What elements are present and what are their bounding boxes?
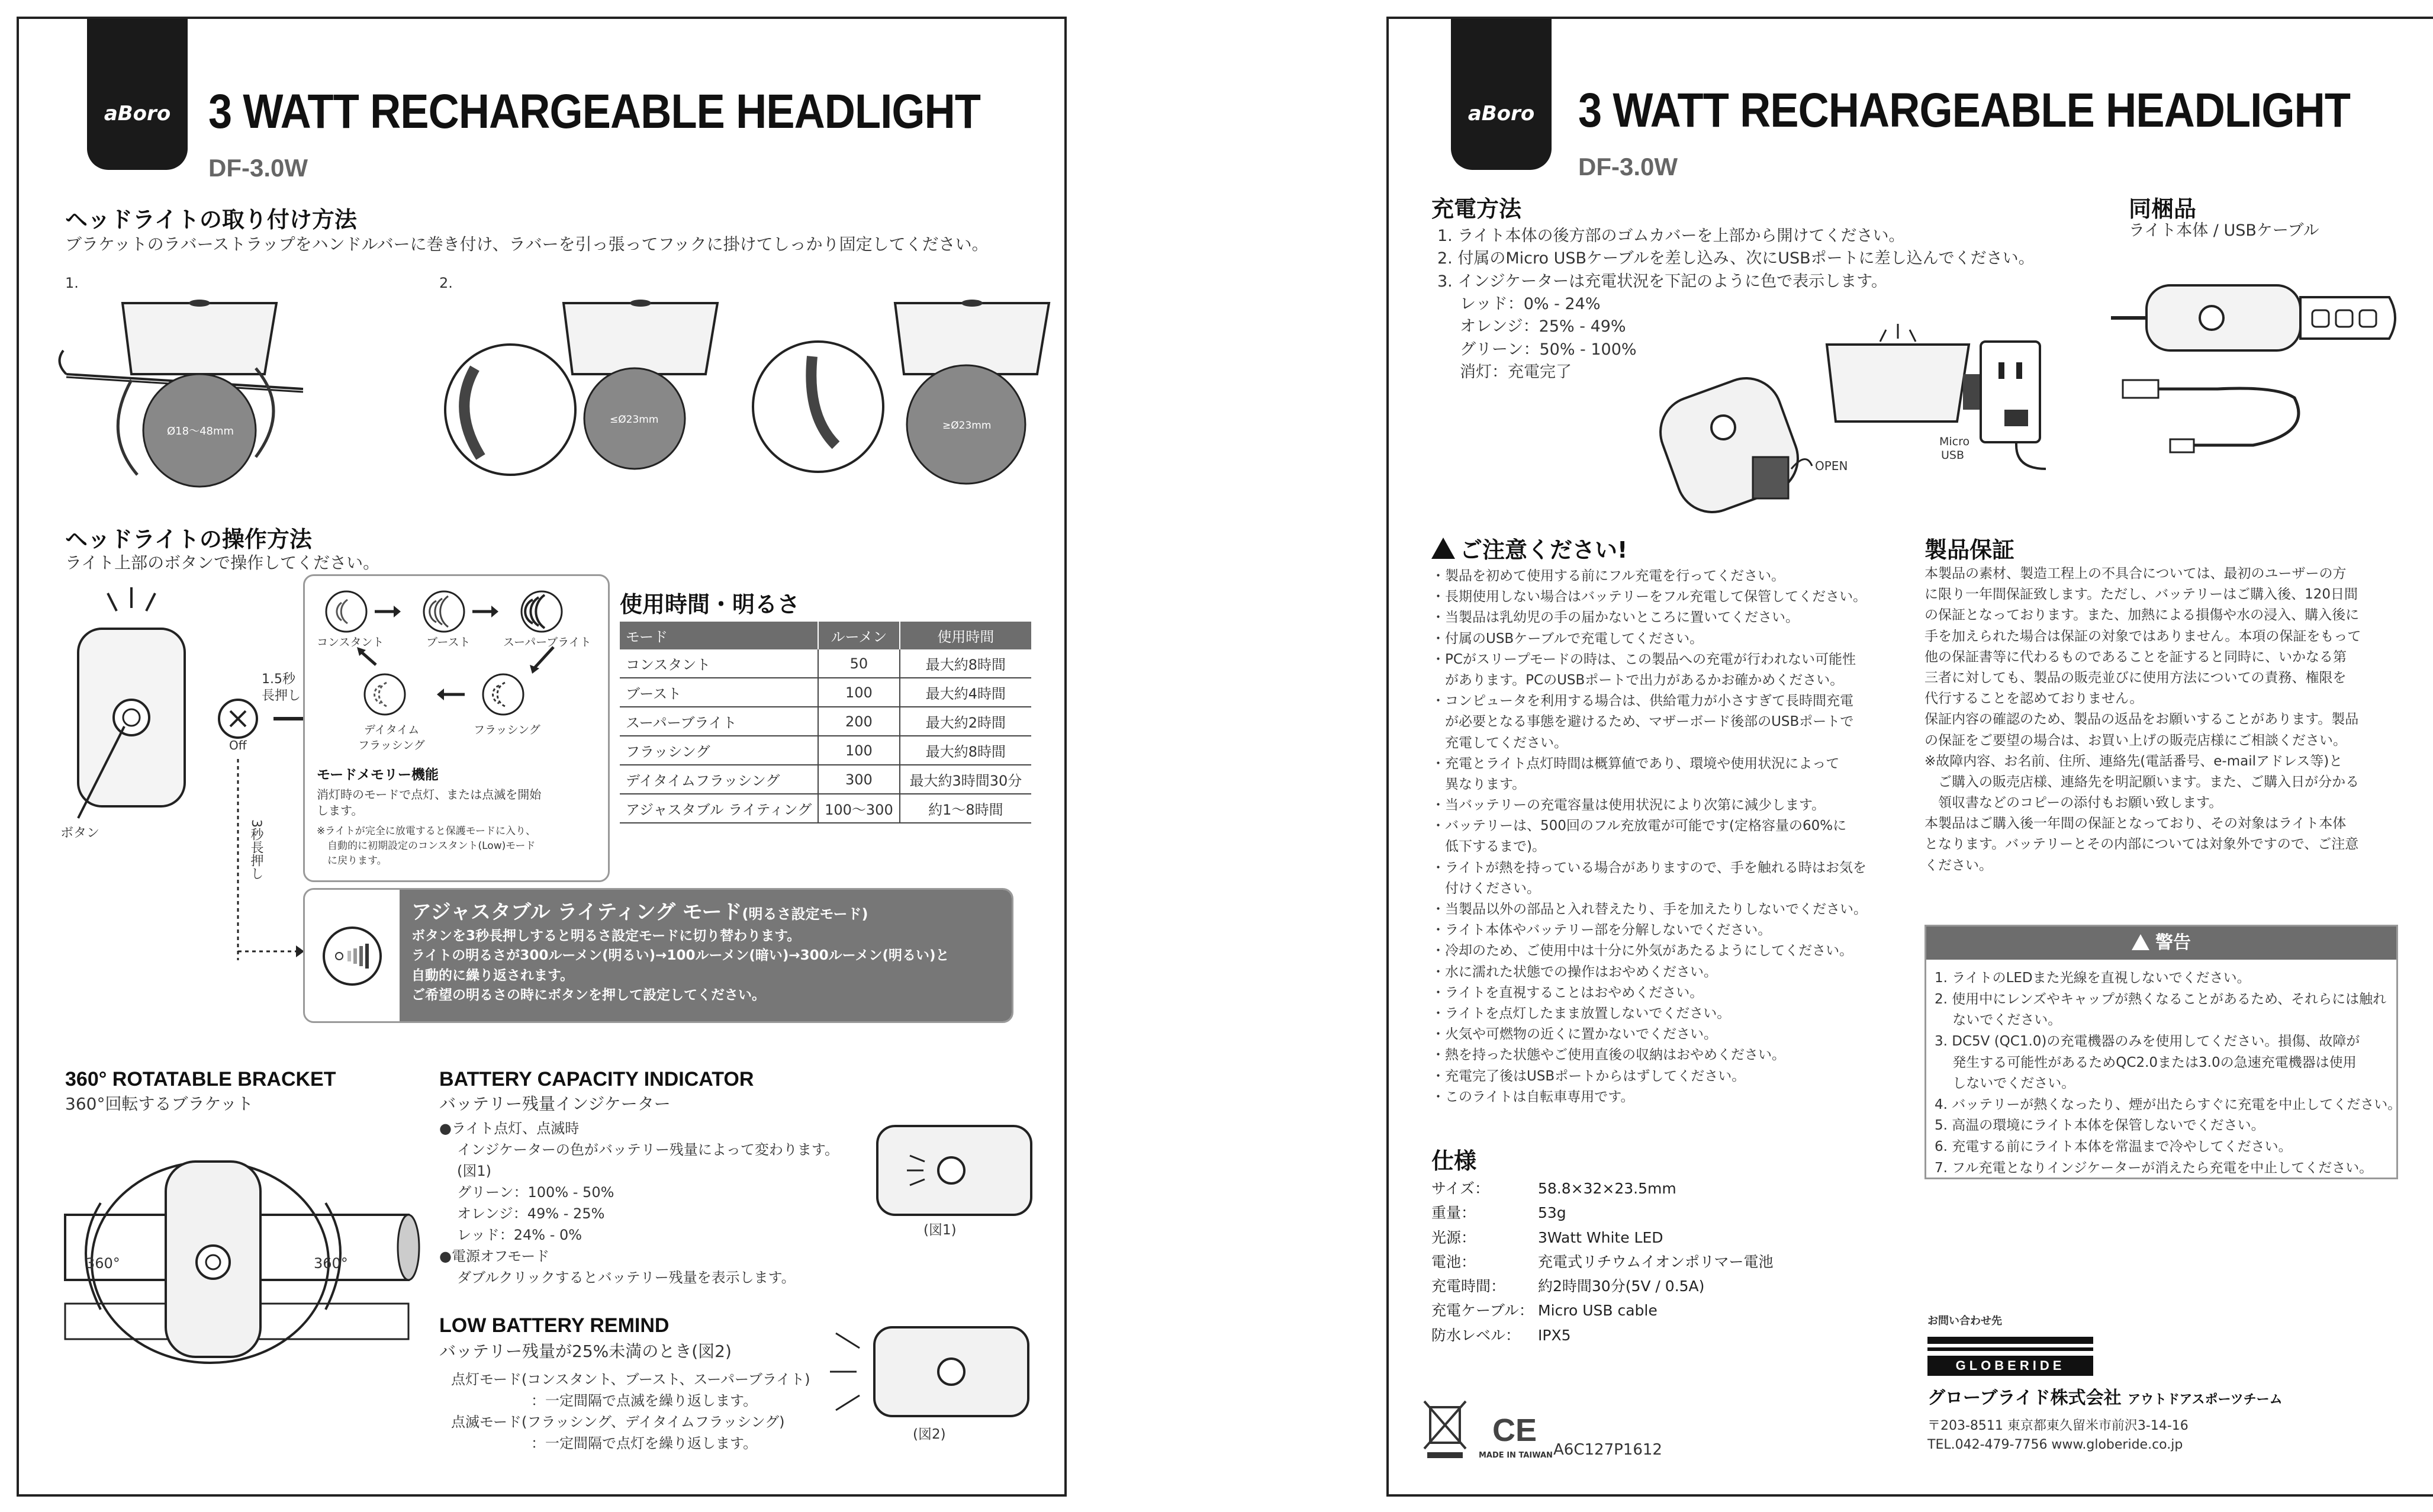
warning-triangle-icon bbox=[2132, 934, 2149, 950]
long-press-15a: 1.5秒 bbox=[262, 672, 295, 687]
warning-header: 警告 bbox=[1926, 926, 2396, 960]
table-row: スーパーブライト 200 最大約2時間 bbox=[620, 707, 1031, 736]
usage-table bbox=[620, 622, 1031, 823]
globeride-logo: GLOBERIDE bbox=[1927, 1356, 2093, 1376]
adjustable-mode-panel bbox=[400, 890, 1012, 1021]
mount-size-2: ≤Ø23mm bbox=[610, 414, 659, 426]
adjustable-mode-title: アジャスタブル ライティング モード(明るさ設定モード) bbox=[411, 900, 868, 924]
page-title: 3 WATT RECHARGEABLE HEADLIGHT bbox=[1578, 83, 2351, 137]
long-press-3: 3秒長押し bbox=[249, 819, 263, 880]
micro-usb-label-a: Micro bbox=[1939, 435, 1970, 448]
specs-heading: 仕様 bbox=[1431, 1148, 1477, 1174]
brand-logo: aBoro bbox=[104, 102, 171, 126]
contact-label: お問い合わせ先 bbox=[1927, 1315, 2002, 1327]
mount-illustration bbox=[43, 279, 1037, 493]
brand-logo-tab bbox=[87, 19, 188, 170]
bracket-sub: 360°回転するブラケット bbox=[65, 1094, 254, 1114]
spec-row: 充電ケーブル： Micro USB cable bbox=[1431, 1302, 1658, 1320]
model-number: DF-3.0W bbox=[1578, 153, 1678, 181]
spec-row: サイズ： 58.8×32×23.5mm bbox=[1431, 1180, 1676, 1197]
memory-text-1: 消灯時のモードで点灯、または点滅を開始 bbox=[317, 787, 542, 802]
charging-illustration bbox=[1626, 315, 2040, 516]
model-number: DF-3.0W bbox=[208, 154, 308, 182]
warranty-text: 本製品の素材、製造工程上の不具合については、最初のユーザーの方 に限り一年間保証致します。ただし、バッテリーはご購入後、120日間 の保証となっております。また、加熱による損傷や水の浸入、購入後に 手を加えられた場合は保証の対象ではありません。本項の保証をもって 他の保証書等に代わるものであることを証すると同時に、いかなる第 三者に対しても、製品の販売並びに使用方法についての責務、権限を 代行することを認めておりません。 保証内容の確認のため、製品の返品をお願いすることがあります。製品 の保証をご要望の場合は、お買い上げの販売店様にご相談ください。 ※故障内容、お名前、住所、連絡先(電話番号、e-mailアドレス等)と ご購入の販売店様、連絡先を明記願います。また、ご購入日が分かる 領収書などのコピーの添付もお願い致します。 本製品はご購入後一年間の保証となっており、その対象はライト本体 となります。バッテリーとその内部については対象外ですので、ご注意 ください。 bbox=[1924, 566, 2361, 873]
warning-triangle-icon bbox=[1431, 538, 1455, 559]
bundle-heading: 同梱品 bbox=[2129, 196, 2197, 222]
low-battery-heading: LOW BATTERY REMIND bbox=[439, 1314, 670, 1337]
button-label: ボタン bbox=[60, 826, 100, 841]
brand-logo-tab bbox=[1451, 19, 1552, 170]
made-in-taiwan: MADE IN TAIWAN bbox=[1479, 1451, 1553, 1460]
memory-note-1: ※ライトが完全に放電すると保護モードに入り、 bbox=[317, 825, 536, 837]
warranty-heading: 製品保証 bbox=[1924, 537, 2015, 563]
company-address: 〒203-8511 東京都東久留米市前沢3-14-16 bbox=[1927, 1418, 2189, 1433]
table-row: コンスタント 50 最大約8時間 bbox=[620, 649, 1031, 678]
mode-daytime-b: フラッシング bbox=[358, 739, 425, 752]
open-label: OPEN bbox=[1815, 459, 1848, 473]
page-title: 3 WATT RECHARGEABLE HEADLIGHT bbox=[208, 85, 981, 139]
figure-2-label: (図2) bbox=[913, 1427, 946, 1442]
charging-steps: 1. ライト本体の後方部のゴムカバーを上部から開けてください。 2. 付属のMicro USBケーブルを差し込み、次にUSBポートに差し込んでください。 3. インジケーターは充電状況を下記のように色で表示します。 レッド：0% - 24% オレンジ：25% - 49% グリーン：50% - 100% 消灯：充電完了 bbox=[1437, 227, 2035, 381]
mode-boost: ブースト bbox=[426, 636, 471, 649]
adjustable-icon bbox=[305, 890, 400, 1025]
operation-desc: ライト上部のボタンで操作してください。 bbox=[65, 553, 380, 572]
mount-desc: ブラケットのラバーストラップをハンドルバーに巻き付け、ラバーを引っ張ってフックに掛けてしっかり固定してください。 bbox=[65, 234, 989, 254]
mount-heading: ヘッドライトの取り付け方法 bbox=[65, 207, 357, 233]
warning-list: 1. ライトのLEDまた光線を直視しないでください。 2. 使用中にレンズやキャップが熱くなることがあるため、それらには触れ ないでください。 3. DC5V (QC1.0)の充電機器のみを使用してください。損傷、故障が 発生する可能性があるためQC2.0または3.0の急速充電機器は使用 しないでください。 4. バッテリーが熱くなったり、煙が出たらすぐに充電を中止してください。 5. 高温の環境にライト本体を保管しないでください。 6. 充電する前にライト本体を常温まで冷やしてください。 7. フル充電となりインジケーターが消えたら充電を中止してください。 bbox=[1935, 970, 2402, 1176]
spec-row: 重量： 53g bbox=[1431, 1204, 1566, 1222]
caution-heading: ご注意ください! bbox=[1431, 532, 1627, 564]
table-row: ブースト 100 最大約4時間 bbox=[620, 678, 1031, 707]
spec-row: 充電時間： 約2時間30分(5V / 0.5A) bbox=[1431, 1278, 1705, 1295]
right-page bbox=[1386, 17, 2433, 1497]
table-row: アジャスタブル ライティング 100〜300 約1〜8時間 bbox=[620, 794, 1031, 823]
adjustable-mode-text: ボタンを3秒長押しすると明るさ設定モードに切り替わります。 ライトの明るさが300ルーメン(明るい)→100ルーメン(暗い)→300ルーメン(明るい)と 自動的に繰り返されます。 ご希望の明るさの時にボタンを押して設定してください。 bbox=[411, 928, 950, 1003]
spec-row: 電池： 充電式リチウムイオンポリマー電池 bbox=[1431, 1253, 1774, 1270]
battery-heading: BATTERY CAPACITY INDICATOR bbox=[439, 1068, 754, 1090]
mode-super-bright: スーパーブライト bbox=[503, 636, 591, 649]
bundle-text: ライト本体 / USBケーブル bbox=[2129, 221, 2319, 240]
battery-sub: バッテリー残量インジケーター bbox=[439, 1094, 671, 1114]
mount-size-3: ≥Ø23mm bbox=[942, 420, 992, 432]
table-row: デイタイムフラッシング 300 最大約3時間30分 bbox=[620, 765, 1031, 794]
table-row: フラッシング 100 最大約8時間 bbox=[620, 736, 1031, 765]
figure-2 bbox=[824, 1321, 1037, 1422]
memory-title: モードメモリー機能 bbox=[317, 767, 439, 783]
mount-size-1: Ø18〜48mm bbox=[167, 425, 234, 437]
mode-cycle-box bbox=[303, 574, 610, 882]
usage-table-header: モード ルーメン 使用時間 bbox=[620, 622, 1031, 649]
mount-step-1: 1. bbox=[65, 275, 79, 291]
product-code: A6C127P1612 bbox=[1553, 1441, 1662, 1459]
company-name: グローブライド株式会社 アウトドアスポーツチーム bbox=[1927, 1388, 2283, 1408]
figure-1-label: (図1) bbox=[923, 1223, 957, 1238]
long-press-15b: 長押し bbox=[262, 689, 301, 703]
globeride-bar bbox=[1927, 1337, 2093, 1344]
mode-daytime-a: デイタイム bbox=[364, 723, 420, 736]
ce-mark: CE bbox=[1492, 1413, 1537, 1448]
mode-flashing: フラッシング bbox=[474, 723, 540, 736]
left-page bbox=[17, 17, 1067, 1497]
charging-heading: 充電方法 bbox=[1431, 196, 1522, 222]
memory-note-2: 自動的に初期設定のコンスタント(Low)モード bbox=[327, 840, 536, 852]
bracket-illustration bbox=[65, 1144, 432, 1392]
memory-note-3: に戻ります。 bbox=[327, 855, 387, 867]
spec-row: 光源： 3Watt White LED bbox=[1431, 1228, 1663, 1246]
caution-list: ・製品を初めて使用する前にフル充電を行ってください。 ・長期使用しない場合はバッテリーをフル充電して保管してください。 ・当製品は乳幼児の手の届かないところに置いてください。 ・付属のUSBケーブルで充電してください。 ・PCがスリープモードの時は、この製品への充電が行われない可能性 があります。PCのUSBポートで出力があるかお確かめください。 ・コンピュータを利用する場合は、供給電力が小さすぎて長時間充電 が必要となる事態を避けるため、マザーボード後部のUSBポートで 充電してください。 ・充電とライト点灯時間は概算値であり、環境や使用状況によって 異なります。 ・当バッテリーの充電容量は使用状況により次第に減少します。 ・バッテリーは、500回のフル充放電が可能です(定格容量の60%に 低下するまで)。 ・ライトが熱を持っている場合がありますので、手を触れる時はお気を 付けください。 ・当製品以外の部品と入れ替えたり、手を加えたりしないでください。 ・ライト本体やバッテリー部を分解しないでください。 ・冷却のため、ご使用中は十分に外気があたるようにしてください。 ・水に濡れた状態での操作はおやめください。 ・ライトを直視することはおやめください。 ・ライトを点灯したまま放置しないでください。 ・火気や可燃物の近くに置かないでください。 ・熱を持った状態やご使用直後の収納はおやめください。 ・充電完了後はUSBポートからはずしてください。 ・このライトは自転車専用です。 bbox=[1431, 568, 1867, 1105]
memory-text-2: します。 bbox=[317, 803, 363, 818]
adjustable-mode-box bbox=[303, 888, 1013, 1023]
operation-heading: ヘッドライトの操作方法 bbox=[65, 526, 312, 552]
bracket-deg-left: 360° bbox=[86, 1255, 120, 1272]
mode-constant: コンスタント bbox=[317, 636, 384, 649]
spec-row: 防水レベル： IPX5 bbox=[1431, 1326, 1571, 1344]
low-battery-sub: バッテリー残量が25%未満のとき(図2) bbox=[439, 1342, 732, 1361]
warning-box bbox=[1924, 925, 2402, 1179]
battery-text: ●ライト点灯、点滅時 インジケーターの色がバッテリー残量によって変わります。 (図1) グリーン：100% - 50% オレンジ：49% - 25% レッド：24% - 0% ●電源オフモード ダブルクリックするとバッテリー残量を表示します。 bbox=[439, 1120, 839, 1286]
specs-list bbox=[1431, 1176, 1774, 1347]
bundle-illustration bbox=[2099, 268, 2407, 481]
micro-usb-label-b: USB bbox=[1941, 449, 1965, 462]
mount-step-2: 2. bbox=[439, 275, 453, 291]
company-tel: TEL.042-479-7756 www.globeride.co.jp bbox=[1927, 1437, 2183, 1452]
off-label: Off bbox=[229, 738, 247, 752]
brand-logo: aBoro bbox=[1467, 102, 1535, 126]
dashed-arrow bbox=[238, 942, 309, 960]
figure-1 bbox=[871, 1120, 1037, 1221]
globeride-bar bbox=[1927, 1347, 2093, 1351]
low-battery-text: 点灯モード(コンスタント、ブースト、スーパーブライト) ：一定間隔で点滅を繰り返します。 点滅モード(フラッシング、デイタイムフラッシング) ：一定間隔で点灯を繰り返します。 bbox=[451, 1371, 810, 1452]
bracket-heading: 360° ROTATABLE BRACKET bbox=[65, 1068, 336, 1090]
usage-heading: 使用時間・明るさ bbox=[620, 591, 800, 617]
bracket-deg-right: 360° bbox=[314, 1255, 348, 1272]
